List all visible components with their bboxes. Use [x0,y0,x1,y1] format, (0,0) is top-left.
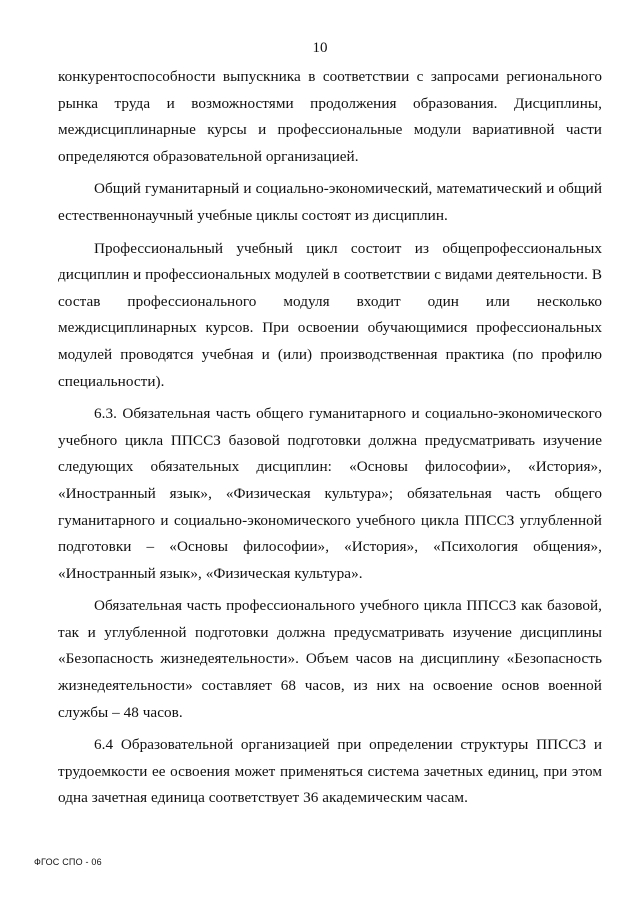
paragraph-life-safety: Обязательная часть профессионального учебного цикла ППССЗ как базовой, так и углубленной подготовки должна предусматривать изучение дисциплины «Безопасность жизнедеятельности». Объем часов на дисциплину «Безопасность жизнедеятельности» составляет 68 часов, из них на освоение основ военной службы – 48 часов. [58,597,602,721]
paragraph-continuation: конкурентоспособности выпускника в соответствии с запросами регионального рынка труда и возможностями продолжения образования. Дисциплины, междисциплинарные курсы и профессиональные модули вариативной части определяются образовательной организацией. [58,68,602,165]
page-number: 10 [312,40,328,56]
document-body [58,64,602,812]
paragraph-6-4: 6.4 Образовательной организацией при определении структуры ППССЗ и трудоемкости ее освоения может применяться система зачетных единиц, при этом одна зачетная единица соответствует 36 академическим часам. [58,736,602,807]
paragraph-6-3: 6.3. Обязательная часть общего гуманитарного и социально-экономического учебного цикла ППССЗ базовой подготовки должна предусматривать изучение следующих обязательных дисциплин: «Основы философии», «История», «Иностранный язык», «Физическая культура»; обязательная часть общего гуманитарного и социально-экономического учебного цикла ППССЗ углубленной подготовки – «Основы философии», «История», «Психология общения», «Иностранный язык», «Физическая культура». [58,405,602,582]
footer-label: ФГОС СПО - 06 [34,857,102,867]
paragraph-general-cycles: Общий гуманитарный и социально-экономический, математический и общий естественнонаучный учебные циклы состоят из дисциплин. [58,180,602,224]
paragraph-professional-cycle: Профессиональный учебный цикл состоит из общепрофессиональных дисциплин и профессиональных модулей в соответствии с видами деятельности. В состав профессионального модуля входит один или несколько междисциплинарных курсов. При освоении обучающимися профессиональных модулей проводятся учебная и (или) производственная практика (по профилю специальности). [58,239,602,390]
